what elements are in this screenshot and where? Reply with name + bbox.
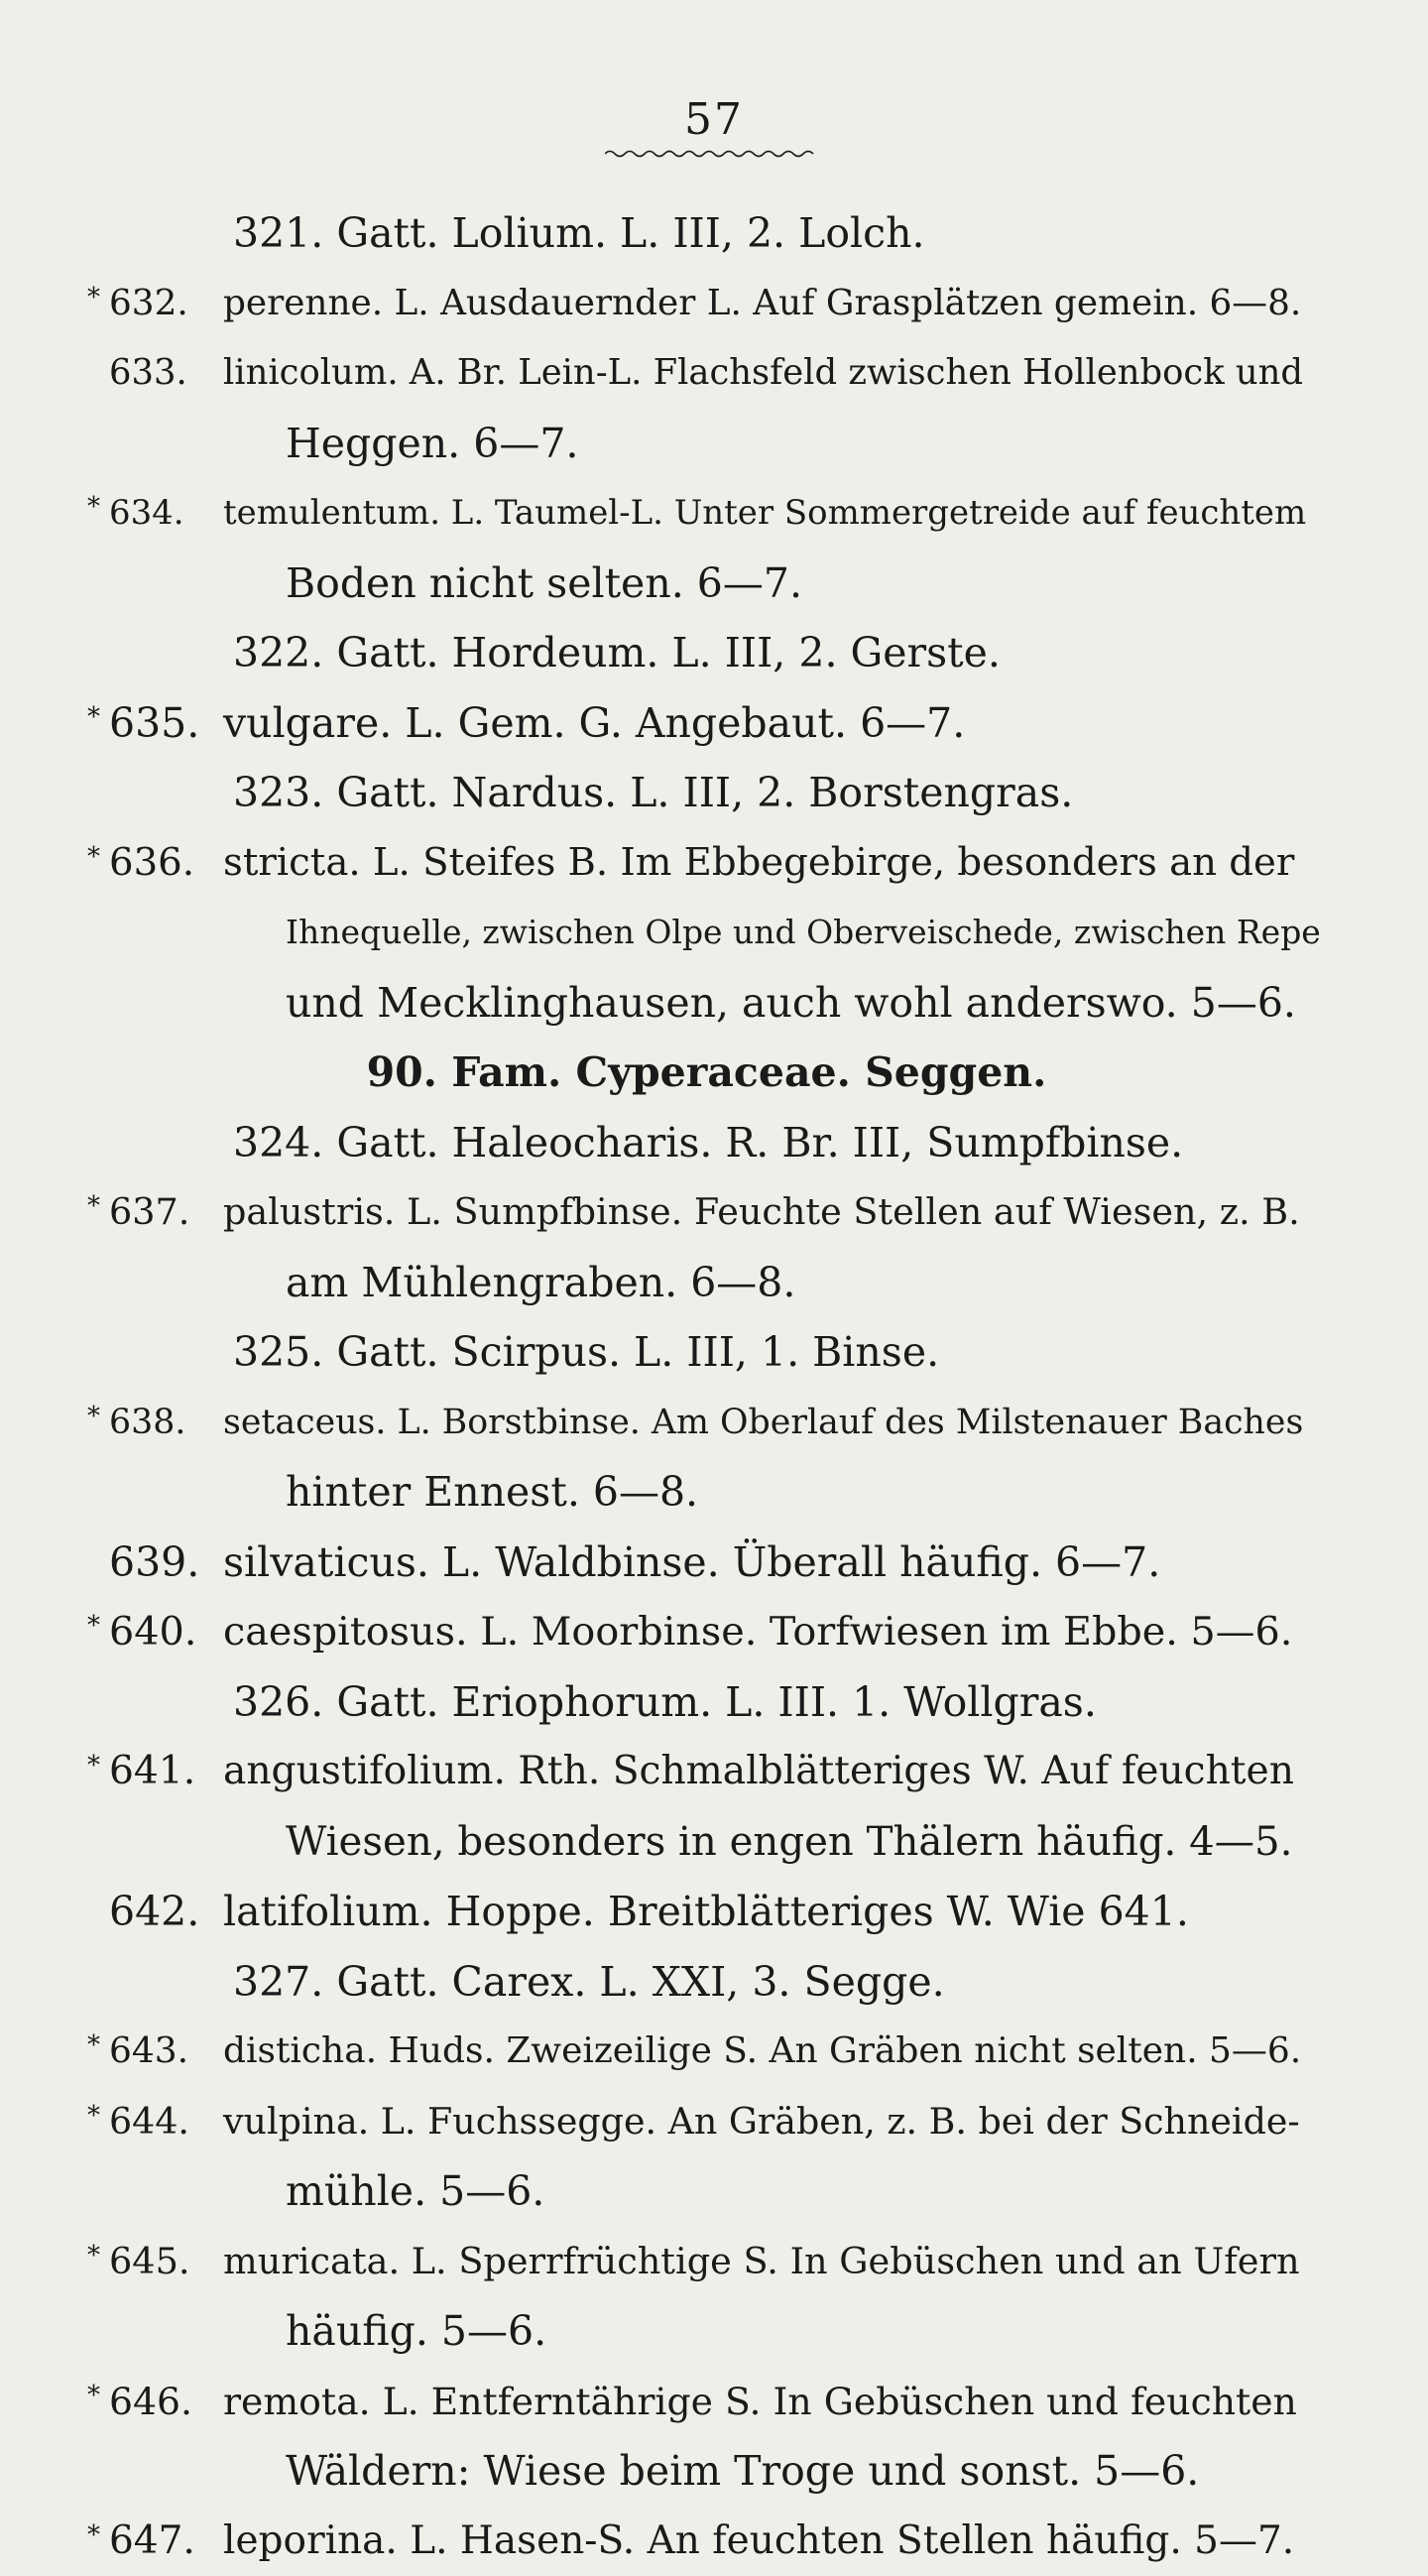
genus-heading: 323. Gatt. Nardus. L. III, 2. Borstengras. xyxy=(109,758,1304,828)
asterisk-mark: * xyxy=(87,2501,100,2571)
entry-number: 642. xyxy=(109,1877,223,1947)
entry-number: 636. xyxy=(109,828,223,899)
genus-heading: 321. Gatt. Lolium. L. III, 2. Lolch. xyxy=(109,198,1304,269)
genus-heading: 325. Gatt. Scirpus. L. III, 1. Binse. xyxy=(109,1317,1304,1388)
entry-text: temulentum. L. Taumel-L. Unter Sommergetreide auf feuchtem xyxy=(223,493,1306,533)
continuation-line: und Mecklinghausen, auch wohl anderswo. 5—6. xyxy=(109,968,1304,1039)
genus-heading: 324. Gatt. Haleocharis. R. Br. III, Sumpfbinse. xyxy=(109,1108,1304,1178)
entry-text: leporina. L. Hasen-S. An feuchten Stellen häufig. 5—7. xyxy=(223,2518,1294,2563)
continuation-line: Wiesen, besonders in engen Thälern häufig. 4—5. xyxy=(109,1807,1304,1878)
asterisk-mark: * xyxy=(87,472,100,543)
continuation-line: häufig. 5—6. xyxy=(109,2296,1304,2367)
genus-heading: 322. Gatt. Hordeum. L. III, 2. Gerste. xyxy=(109,618,1304,688)
asterisk-mark: * xyxy=(87,1731,100,1801)
entry-text: latifolium. Hoppe. Breitblätteriges W. Wie 641. xyxy=(223,1888,1189,1935)
asterisk-mark: * xyxy=(87,2011,100,2081)
entry-number: 643. xyxy=(109,2017,223,2087)
species-entry xyxy=(109,688,1304,759)
entry-number: 641. xyxy=(109,1737,223,1807)
continuation-line: Heggen. 6—7. xyxy=(109,409,1304,479)
entry-number: 647. xyxy=(109,2507,223,2576)
asterisk-mark: * xyxy=(87,1382,100,1452)
entry-number: 639. xyxy=(109,1528,223,1598)
continuation-line: hinter Ennest. 6—8. xyxy=(109,1457,1304,1528)
entry-text: disticha. Huds. Zweizeilige S. An Gräben nicht selten. 5—6. xyxy=(223,2030,1301,2071)
entry-number: 632. xyxy=(109,269,223,339)
genus-heading: 326. Gatt. Eriophorum. L. III. 1. Wollgras. xyxy=(109,1667,1304,1738)
asterisk-mark: * xyxy=(87,263,100,333)
asterisk-mark: * xyxy=(87,2221,100,2291)
asterisk-mark: * xyxy=(87,822,100,893)
continuation-line: am Mühlengraben. 6—8. xyxy=(109,1248,1304,1318)
entry-text: vulgare. L. Gem. G. Angebaut. 6—7. xyxy=(223,699,965,747)
asterisk-mark: * xyxy=(87,682,100,753)
entry-number: 645. xyxy=(109,2227,223,2297)
entry-number: 646. xyxy=(109,2367,223,2437)
asterisk-mark: * xyxy=(87,2361,100,2431)
continuation-line: Boden nicht selten. 6—7. xyxy=(109,549,1304,619)
page-number: 57 xyxy=(0,94,1428,145)
entry-number: 638. xyxy=(109,1388,223,1458)
entry-number: 637. xyxy=(109,1177,223,1248)
entry-number: 644. xyxy=(109,2087,223,2157)
species-entry xyxy=(109,1737,1304,1807)
entry-text: caespitosus. L. Moorbinse. Torfwiesen im Ebbe. 5—6. xyxy=(223,1609,1292,1655)
species-entry xyxy=(109,1177,1304,1248)
species-entry xyxy=(109,478,1304,549)
species-entry xyxy=(109,1528,1304,1598)
species-entry xyxy=(109,2017,1304,2087)
entry-text: linicolum. A. Br. Lein-L. Flachsfeld zwischen Hollenbock und xyxy=(223,352,1303,393)
species-entry xyxy=(109,1388,1304,1458)
species-entry xyxy=(109,1877,1304,1947)
continuation-line: Wäldern: Wiese beim Troge und sonst. 5—6. xyxy=(109,2436,1304,2507)
asterisk-mark: * xyxy=(87,2081,100,2151)
species-entry xyxy=(109,2367,1304,2437)
species-entry xyxy=(109,269,1304,339)
entry-text: silvaticus. L. Waldbinse. Überall häufig. 6—7. xyxy=(223,1538,1160,1586)
asterisk-mark: * xyxy=(87,1171,100,1242)
asterisk-mark: * xyxy=(87,1591,100,1661)
entry-number: 635. xyxy=(109,688,223,759)
entry-number: 633. xyxy=(109,338,223,409)
entry-text: palustris. L. Sumpfbinse. Feuchte Stellen auf Wiesen, z. B. xyxy=(223,1190,1300,1233)
entry-number: 634. xyxy=(109,478,223,549)
species-entry xyxy=(109,2227,1304,2297)
family-heading: 90. Fam. Cyperaceae. Seggen. xyxy=(109,1038,1304,1108)
species-entry xyxy=(109,338,1304,409)
entry-text: setaceus. L. Borstbinse. Am Oberlauf des Milstenauer Baches xyxy=(223,1403,1303,1442)
entry-text: vulpina. L. Fuchssegge. An Gräben, z. B. bei der Schneide- xyxy=(223,2100,1300,2143)
genus-heading: 327. Gatt. Carex. L. XXI, 3. Segge. xyxy=(109,1947,1304,2018)
entry-number: 640. xyxy=(109,1597,223,1667)
entry-text: perenne. L. Ausdauernder L. Auf Grasplätzen gemein. 6—8. xyxy=(223,283,1301,323)
entry-text: muricata. L. Sperrfrüchtige S. In Gebüschen und an Ufern xyxy=(223,2240,1300,2282)
entry-text: angustifolium. Rth. Schmalblätteriges W. Auf feuchten xyxy=(223,1749,1294,1793)
page-text xyxy=(109,198,1304,2576)
continuation-line: mühle. 5—6. xyxy=(109,2156,1304,2227)
entry-text: remota. L. Entferntährige S. In Gebüschen und feuchten xyxy=(223,2380,1297,2423)
species-entry xyxy=(109,2507,1304,2576)
entry-text: stricta. L. Steifes B. Im Ebbegebirge, besonders an der xyxy=(223,840,1294,885)
decorative-rule xyxy=(605,149,818,159)
species-entry xyxy=(109,2087,1304,2157)
species-entry xyxy=(109,1597,1304,1667)
species-entry xyxy=(109,828,1304,899)
continuation-line: Ihnequelle, zwischen Olpe und Oberveischede, zwischen Repe xyxy=(109,898,1304,968)
